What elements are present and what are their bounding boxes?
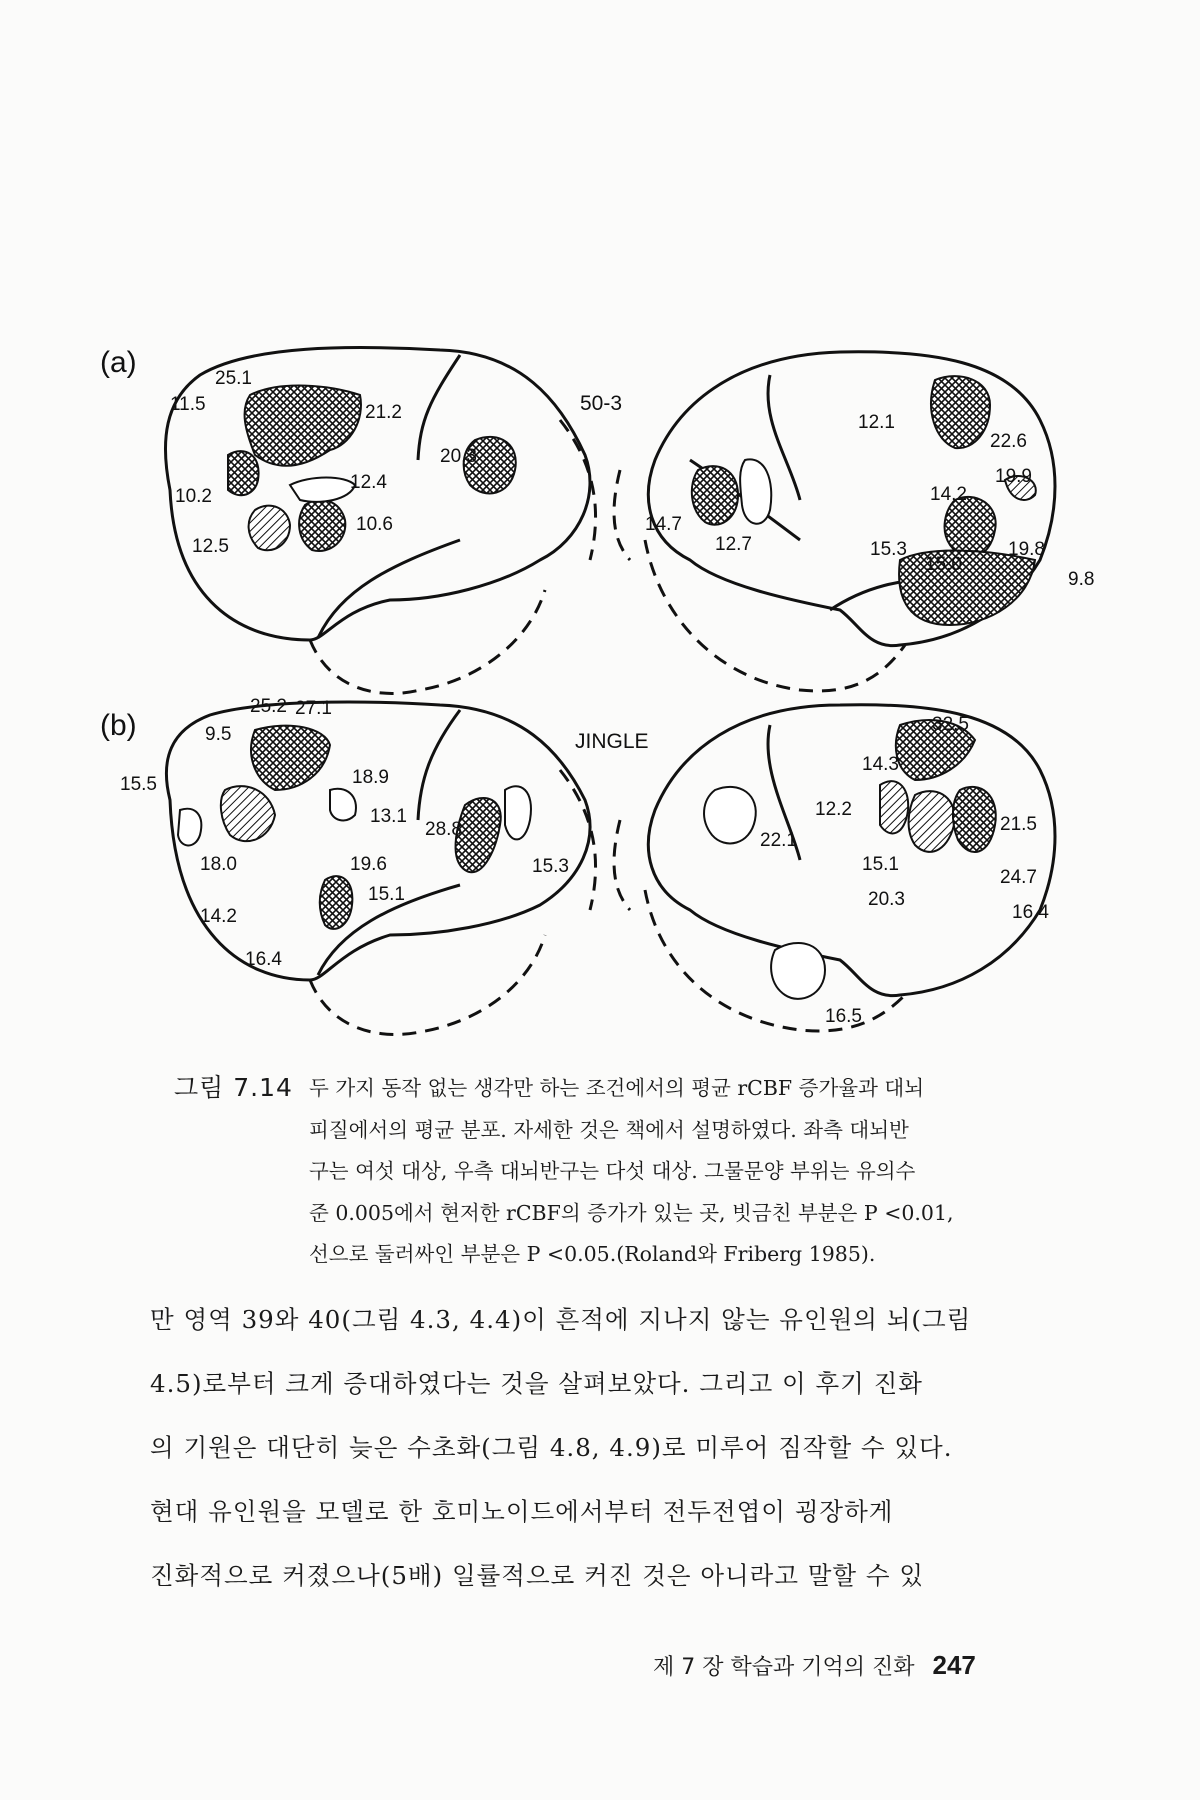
body-paragraph (150, 1288, 1050, 1608)
region (228, 451, 259, 495)
value-label: 25.1 (215, 368, 252, 389)
value-label: 18.9 (352, 767, 389, 788)
value-label: 24.7 (1000, 867, 1037, 888)
region (899, 551, 1035, 625)
value-label: 28.8 (425, 819, 462, 840)
value-label: 15.1 (862, 854, 899, 875)
value-label: 15.1 (368, 884, 405, 905)
value-label: 14.2 (930, 484, 967, 505)
region (320, 876, 353, 929)
region (330, 789, 356, 821)
value-label: 12.2 (815, 799, 852, 820)
region (221, 786, 275, 841)
caption-line: 두 가지 동작 없는 생각만 하는 조건에서의 평균 rCBF 증가율과 대뇌 (309, 1076, 925, 1100)
left-sulcus (418, 710, 460, 820)
value-label: 12.5 (192, 536, 229, 557)
value-label: 21.2 (365, 402, 402, 423)
region (505, 786, 531, 839)
value-label: 10.2 (175, 486, 212, 507)
value-label: 14.2 (200, 906, 237, 927)
value-label: 12.1 (858, 412, 895, 433)
region (299, 500, 345, 551)
value-label: 22.1 (760, 830, 797, 851)
value-label: 15.0 (925, 554, 962, 575)
caption-line: 구는 여섯 대상, 우측 대뇌반구는 다섯 대상. 그물문양 부위는 유의수 (309, 1159, 916, 1183)
value-label: 16.4 (1012, 902, 1049, 923)
page-number: 247 (932, 1650, 976, 1680)
panel-b-title: JINGLE (575, 730, 649, 753)
value-label: 25.2 (250, 696, 287, 717)
body-line: 의 기원은 대단히 늦은 수초화(그림 4.8, 4.9)로 미루어 짐작할 수 있다. (150, 1433, 953, 1462)
caption-text (309, 1068, 1079, 1276)
caption-line: 피질에서의 평균 분포. 자세한 것은 책에서 설명하였다. 좌측 대뇌반 (309, 1117, 909, 1142)
value-label: 16.4 (245, 949, 282, 970)
value-label: 20.3 (868, 889, 905, 910)
value-label: 15.3 (870, 539, 907, 560)
body-line: 현대 유인원을 모델로 한 호미노이드에서부터 전두전엽이 굉장하게 (150, 1497, 894, 1526)
value-label: 14.3 (862, 754, 899, 775)
region (771, 943, 825, 999)
value-label: 16.5 (825, 1006, 862, 1027)
value-label: 19.9 (995, 466, 1032, 487)
value-label: 15.5 (120, 774, 157, 795)
body-line: 진화적으로 커졌으나(5배) 일률적으로 커진 것은 아니라고 말할 수 있 (150, 1561, 925, 1590)
panel-a-title: 50-3 (580, 392, 623, 415)
region (704, 787, 756, 844)
right-cerebellum-outline (645, 540, 905, 691)
value-label: 9.8 (1068, 569, 1095, 590)
left-cerebellum-outline (310, 590, 545, 693)
caption-number: 그림 7.14 (174, 1073, 293, 1102)
right-hemisphere-outline (648, 705, 1055, 996)
value-label: 9.5 (205, 724, 232, 745)
chapter-title: 제 7 장 학습과 기억의 진화 (653, 1655, 915, 1680)
value-label: 20.3 (440, 446, 477, 467)
region (953, 787, 996, 852)
value-label: 12.7 (715, 534, 752, 555)
caption-line: 선으로 둘러싸인 부분은 P <0.05.(Roland와 Friberg 1985). (309, 1242, 876, 1266)
value-label: 27.1 (295, 698, 332, 719)
value-label: 22.6 (990, 431, 1027, 452)
value-label: 11.5 (170, 394, 206, 415)
page-footer (653, 1650, 976, 1681)
caption-line: 준 0.005에서 현저한 rCBF의 증가가 있는 곳, 빗금친 부분은 P <0.01, (309, 1200, 954, 1225)
value-label: 19.6 (350, 854, 387, 875)
right-midline (614, 470, 630, 560)
body-line: 만 영역 39와 40(그림 4.3, 4.4)이 흔적에 지나지 않는 유인원의 뇌(그림 (150, 1305, 972, 1334)
region (880, 781, 908, 833)
region (249, 506, 290, 551)
left-sulcus (418, 355, 460, 460)
value-label: 10.6 (356, 514, 393, 535)
value-label: 12.4 (350, 472, 387, 493)
value-label: 15.3 (532, 856, 569, 877)
value-label: 13.1 (370, 806, 407, 827)
region (251, 726, 330, 790)
region (740, 459, 771, 523)
region (945, 497, 996, 557)
region (290, 478, 355, 502)
right-sulcus (768, 375, 800, 500)
value-label: 19.8 (1008, 539, 1045, 560)
region (456, 798, 501, 872)
panel-a-tag: (a) (100, 346, 137, 379)
panel-b-tag: (b) (100, 709, 137, 742)
left-hemisphere-outline (165, 348, 590, 640)
value-label: 32.5 (932, 714, 969, 735)
value-label: 14.7 (645, 514, 682, 535)
region (931, 376, 990, 448)
region (909, 791, 955, 852)
region (245, 386, 361, 466)
region (178, 809, 201, 846)
body-line: 4.5)로부터 크게 증대하였다는 것을 살펴보았다. 그리고 이 후기 진화 (150, 1369, 923, 1398)
right-midline (614, 820, 630, 910)
region (692, 466, 738, 525)
value-label: 21.5 (1000, 814, 1037, 835)
left-cerebellum-outline (310, 935, 545, 1034)
value-label: 18.0 (200, 854, 237, 875)
